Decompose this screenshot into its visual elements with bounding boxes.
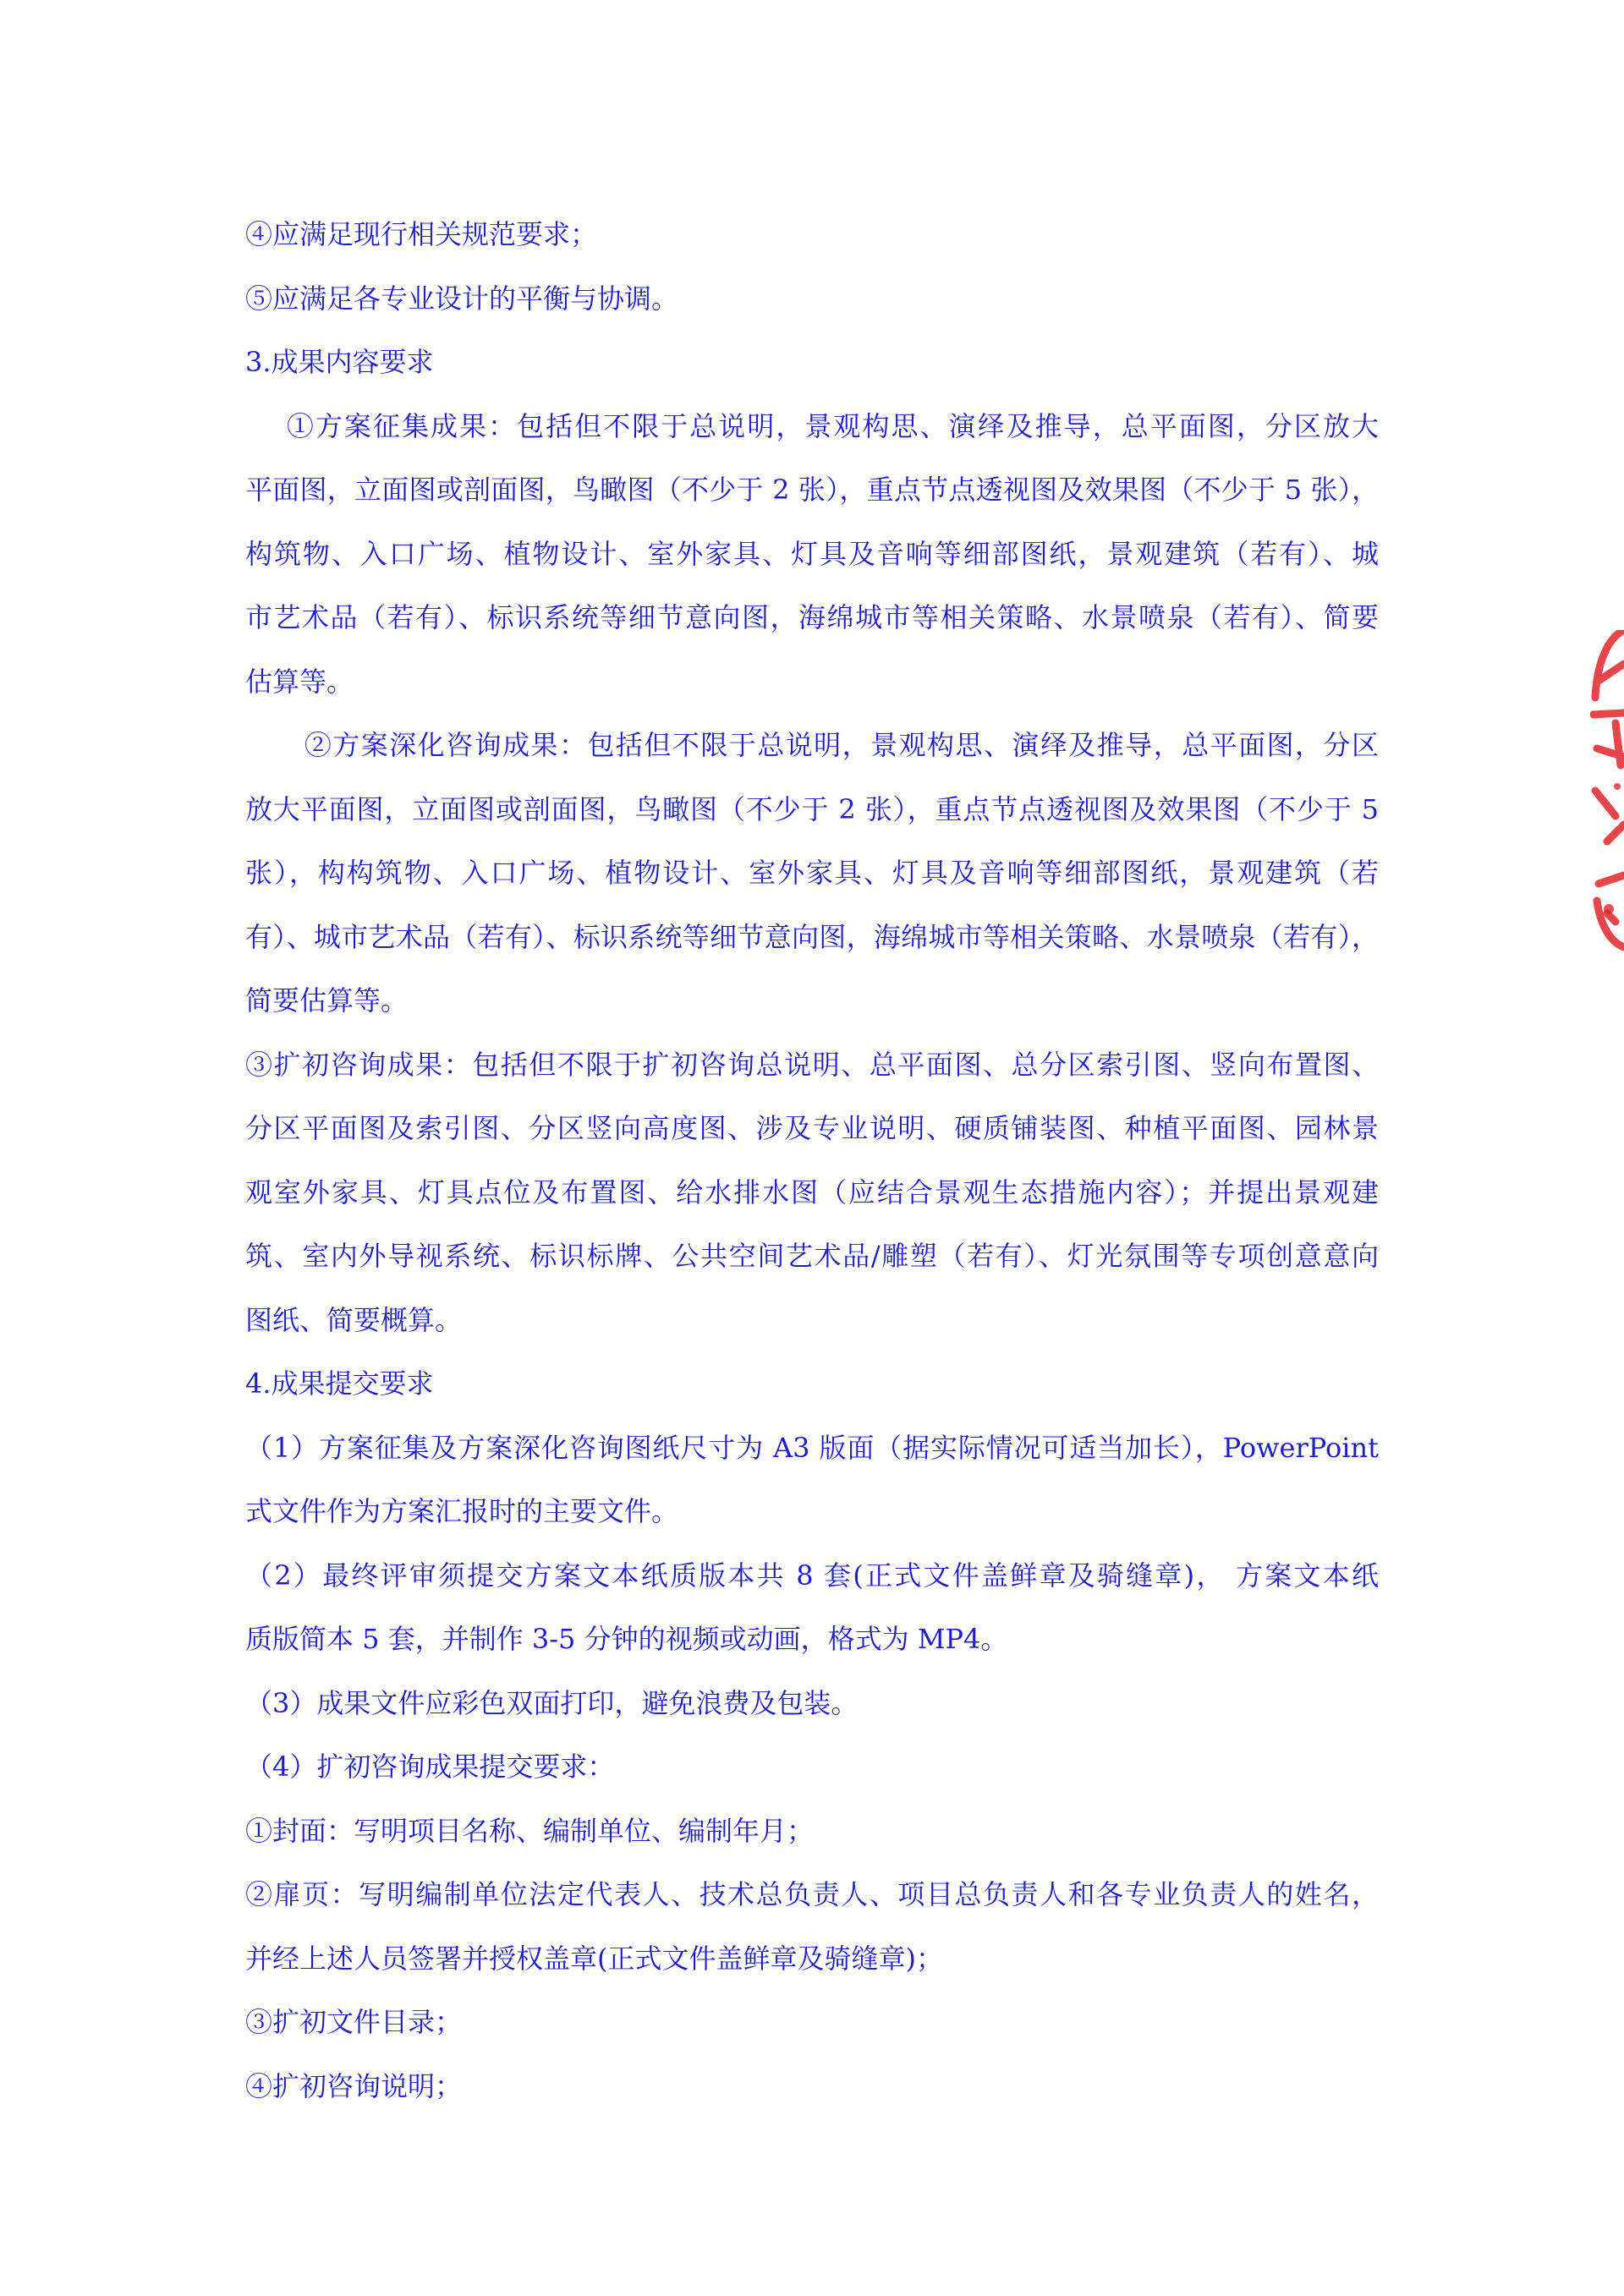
text-line: 质版简本 5 套，并制作 3-5 分钟的视频或动画，格式为 MP4。	[245, 1623, 1008, 1655]
text-line: 市艺术品（若有）、标识系统等细节意向图，海绵城市等相关策略、水景喷泉（若有）、简要	[245, 601, 1379, 633]
text-line: 图纸、简要概算。	[245, 1303, 463, 1336]
text-line: 4.成果提交要求	[245, 1367, 434, 1400]
text-line: 估算等。	[245, 665, 354, 698]
text-line: ⑤应满足各专业设计的平衡与协调。	[245, 282, 679, 315]
text-line: 构筑物、入口广场、植物设计、室外家具、灯具及音响等细部图纸，景观建筑（若有）、城	[245, 537, 1379, 570]
seal-stamp-fragment	[1590, 630, 1624, 951]
text-line: 简要估算等。	[245, 984, 409, 1016]
text-line: 分区平面图及索引图、分区竖向高度图、涉及专业说明、硬质铺装图、种植平面图、园林景	[245, 1112, 1379, 1144]
text-line: ②扉页：写明编制单位法定代表人、技术总负责人、项目总负责人和各专业负责人的姓名，	[245, 1878, 1379, 1910]
text-line: 观室外家具、灯具点位及布置图、给水排水图（应结合景观生态措施内容）；并提出景观建	[245, 1175, 1379, 1208]
text-line: ②方案深化咨询成果：包括但不限于总说明，景观构思、演绎及推导，总平面图，分区	[245, 729, 1379, 761]
text-line: 张），构构筑物、入口广场、植物设计、室外家具、灯具及音响等细部图纸，景观建筑（若	[245, 857, 1379, 889]
seal-stamp-icon	[1590, 630, 1624, 951]
document-body	[245, 203, 1379, 2118]
text-line: 有）、城市艺术品（若有）、标识系统等细节意向图，海绵城市等相关策略、水景喷泉（若有），	[245, 920, 1379, 953]
text-line: 放大平面图，立面图或剖面图，鸟瞰图（不少于 2 张），重点节点透视图及效果图（不少于 5	[245, 792, 1379, 825]
text-line: 3.成果内容要求	[245, 346, 434, 378]
text-line: 平面图，立面图或剖面图，鸟瞰图（不少于 2 张），重点节点透视图及效果图（不少于 5 张），	[245, 474, 1379, 506]
text-line: ④扩初咨询说明；	[245, 2069, 463, 2102]
text-line: ④应满足现行相关规范要求；	[245, 218, 598, 250]
text-line: 式文件作为方案汇报时的主要文件。	[245, 1495, 679, 1527]
text-line: 筑、室内外导视系统、标识标牌、公共空间艺术品/雕塑（若有）、灯光氛围等专项创意意向	[245, 1240, 1379, 1272]
text-line: 并经上述人员签署并授权盖章(正式文件盖鲜章及骑缝章)；	[245, 1942, 943, 1975]
text-line: （4）扩初咨询成果提交要求：	[245, 1751, 615, 1783]
text-line: ③扩初文件目录；	[245, 2006, 463, 2038]
text-line: （3）成果文件应彩色双面打印，避免浪费及包装。	[245, 1686, 859, 1719]
text-line: ③扩初咨询成果：包括但不限于扩初咨询总说明、总平面图、总分区索引图、竖向布置图、	[245, 1048, 1379, 1081]
text-line: （2）最终评审须提交方案文本纸质版本共 8 套(正式文件盖鲜章及骑缝章)， 方案文本纸	[245, 1559, 1379, 1592]
text-line: ①封面：写明项目名称、编制单位、编制年月；	[245, 1814, 815, 1847]
text-line: ①方案征集成果：包括但不限于总说明，景观构思、演绎及推导，总平面图，分区放大	[245, 409, 1379, 442]
text-line: （1）方案征集及方案深化咨询图纸尺寸为 A3 版面（据实际情况可适当加长），PowerPoint	[245, 1431, 1379, 1464]
